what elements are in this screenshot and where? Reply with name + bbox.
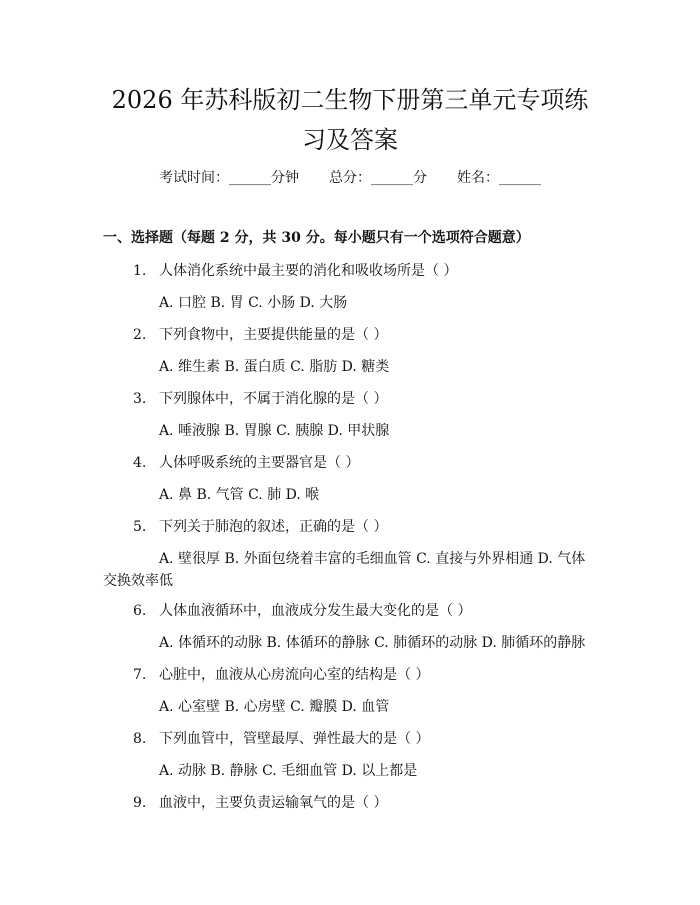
question-number: 9.	[133, 795, 147, 811]
question-text: 人体消化系统中最主要的消化和吸收场所是（ ）	[159, 263, 458, 279]
question-number: 1.	[133, 263, 147, 279]
question-2-options: A. 维生素 B. 蛋白质 C. 脂肪 D. 糖类	[159, 359, 390, 375]
question-8-options: A. 动脉 B. 静脉 C. 毛细血管 D. 以上都是	[159, 763, 418, 779]
question-7-options: A. 心室壁 B. 心房壁 C. 瓣膜 D. 血管	[159, 699, 390, 715]
document-title	[90, 80, 610, 160]
section-heading: 一、选择题（每题 2 分，共 30 分。每小题只有一个选项符合题意）	[103, 230, 530, 246]
question-3-options: A. 唾液腺 B. 胃腺 C. 胰腺 D. 甲状腺	[159, 423, 390, 439]
question-number: 2.	[133, 327, 147, 343]
student-name-field: 姓名：______	[457, 170, 541, 186]
question-number: 8.	[133, 731, 147, 747]
exam-info-row	[0, 168, 700, 188]
question-text: 心脏中，血液从心房流向心室的结构是（ ）	[159, 667, 430, 683]
question-text: 下列食物中，主要提供能量的是（ ）	[159, 327, 388, 343]
question-text: 人体呼吸系统的主要器官是（ ）	[159, 455, 360, 471]
exam-time-field: 考试时间：______分钟	[159, 170, 299, 186]
question-1-options: A. 口腔 B. 胃 C. 小肠 D. 大肠	[159, 295, 348, 311]
question-5-options: A. 壁很厚 B. 外面包绕着丰富的毛细血管 C. 直接与外界相通 D. 气体交换效率低	[103, 551, 586, 589]
question-number: 3.	[133, 391, 147, 407]
question-4-options: A. 鼻 B. 气管 C. 肺 D. 喉	[159, 487, 320, 503]
question-number: 6.	[133, 603, 147, 619]
total-score-field: 总分：______分	[329, 170, 427, 186]
question-number: 4.	[133, 455, 147, 471]
title-line-1: 2026 年苏科版初二生物下册第三单元专项练	[111, 86, 589, 114]
question-6-options: A. 体循环的动脉 B. 体循环的静脉 C. 肺循环的动脉 D. 肺循环的静脉	[159, 635, 586, 651]
question-text: 下列腺体中，不属于消化腺的是（ ）	[159, 391, 388, 407]
question-number: 5.	[133, 519, 147, 535]
question-text: 血液中，主要负责运输氧气的是（ ）	[159, 795, 388, 811]
question-text: 人体血液循环中，血液成分发生最大变化的是（ ）	[159, 603, 472, 619]
title-line-2: 习及答案	[302, 126, 398, 154]
question-number: 7.	[133, 667, 147, 683]
question-text: 下列血管中，管壁最厚、弹性最大的是（ ）	[159, 731, 430, 747]
question-text: 下列关于肺泡的叙述，正确的是（ ）	[159, 519, 388, 535]
